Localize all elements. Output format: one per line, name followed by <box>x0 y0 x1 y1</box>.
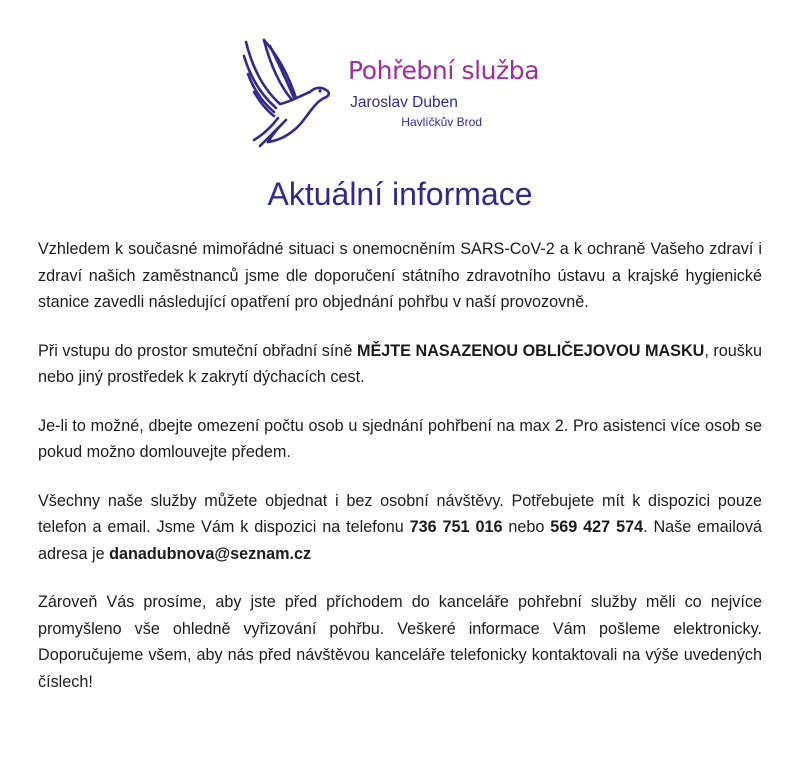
owner-name: Jaroslav Duben <box>350 94 458 111</box>
dove-icon <box>240 36 340 148</box>
contact-text-2: nebo <box>502 518 551 536</box>
paragraph-preparation <box>38 589 762 695</box>
paragraph-situation-text: Vzhledem k současné mimořádné situaci s onemocněním SARS-CoV-2 a k ochraně Vašeho zdraví i zdraví našich zaměstnanců jsme dle doporučení státního zdravotního ústavu a krajské hygienické stanice zavedli následující opatření pro objednání pohřbu v naší provozovně. <box>38 240 762 311</box>
paragraph-preparation-text: Zároveň Vás prosíme, aby jste před příchodem do kanceláře pohřební služby měli co nejvíce promyšleno vše ohledně vyřizování pohřbu. Veškeré informace Vám pošleme elektronicky. Doporučujeme všem, aby nás před návštěvou kanceláře telefonicky kontaktovali na výše uvedených číslech! <box>38 593 762 691</box>
paragraph-mask <box>38 338 762 391</box>
city-name: Havlíčkův Brod <box>401 115 482 129</box>
mask-text-before: Při vstupu do prostor smuteční obřadní síně <box>38 341 357 360</box>
notice-body <box>38 236 762 717</box>
page-title: Aktuální informace <box>267 176 533 212</box>
phone-number-1[interactable]: 736 751 016 <box>409 518 503 536</box>
company-logo <box>240 36 570 156</box>
mask-requirement: MĚJTE NASAZENOU OBLIČEJOVOU MASKU <box>356 341 705 360</box>
phone-number-2[interactable]: 569 427 574 <box>550 518 644 536</box>
paragraph-persons-text: Je-li to možné, dbejte omezení počtu osob u sjednání pohřbení na max 2. Pro asistenci více osob se pokud možno domlouvejte předem. <box>38 416 762 461</box>
email-address[interactable]: danadubnova@seznam.cz <box>109 544 312 563</box>
paragraph-situation <box>38 236 762 316</box>
contact-text-1: Všechny naše služby můžete objednat i bez osobní návštěvy. Potřebujete mít k dispozici pouze telefon a email. Jsme Vám k dispozici na telefonu <box>38 491 762 536</box>
paragraph-persons <box>38 413 762 466</box>
mask-text-after: , roušku nebo jiný prostředek k zakrytí dýchacích cest. <box>38 341 762 386</box>
paragraph-contact <box>38 488 762 568</box>
contact-text-3: . Naše emailová adresa je <box>38 518 762 563</box>
brand-name: Pohřební služba <box>348 56 540 85</box>
